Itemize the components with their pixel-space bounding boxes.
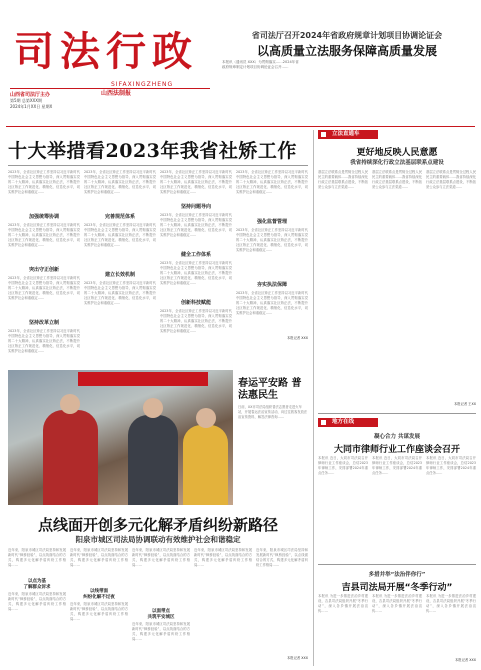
main-col-1: [8, 170, 80, 365]
bottom-subhead: 以面带点: [152, 609, 170, 614]
bottom-subhead: 纠纷化解不过夜: [83, 595, 115, 600]
main-story-body: 2023年，全省社区矫正工作坚持以习近平新时代中国特色社会主义思想为指导，深入贯彻落实党的二十大精神，认真落实社区矫正法，不断提升社区矫正工作规范化、精细化、信息化水平，切实维护社会和谐稳定……: [8, 276, 80, 300]
right3-subheading: 多措并举“法治伴你行”: [368, 572, 426, 578]
main-story-body: 2023年，全省社区矫正工作坚持以习近平新时代中国特色社会主义思想为指导，深入贯彻落实党的二十大精神，认真落实社区矫正法，不断提升社区矫正工作规范化、精细化、信息化水平，切实维护社会和谐稳定……: [84, 223, 156, 247]
issue-number: 第5期 总第XXX期: [10, 98, 43, 103]
newspaper-title: 司法行政: [14, 28, 198, 75]
sponsor-label: 山西省司法厅主办: [10, 92, 51, 98]
main-story-body: 2023年，全省社区矫正工作坚持以习近平新时代中国特色社会主义思想为指导，深入贯彻落实党的二十大精神，认真落实社区矫正法，不断提升社区矫正工作规范化、精细化、信息化水平，切实维护社会和谐稳定……: [160, 170, 232, 194]
photo-figure: [43, 410, 98, 505]
main-col-3: [160, 170, 232, 365]
bottom-byline: 本报记者 XXX: [286, 656, 308, 660]
bottom-subhead: 以线带面: [90, 589, 108, 594]
bottom-subhead: 以点为基: [28, 579, 46, 584]
section-marker-icon: [321, 132, 326, 137]
newspaper-logo: 山西法制报: [101, 90, 132, 97]
main-col-4: [236, 170, 308, 365]
photo-figure-head: [143, 398, 163, 418]
bottom-subhead: 共筑平安城区: [147, 615, 175, 620]
photo-figure-head: [60, 394, 80, 414]
main-story-body: 2023年，全省社区矫正工作坚持以习近平新时代中国特色社会主义思想为指导，深入贯彻落实党的二十大精神，认真落实社区矫正法，不断提升社区矫正工作规范化、精细化、信息化水平，切实维护社会和谐稳定……: [160, 309, 232, 333]
top-story-body: 本报讯（通讯员 XXX）为贯彻落实……2024年省政府规章制定计划项目协调论证会召开……: [222, 60, 299, 69]
bottom-col-5: [256, 548, 308, 666]
main-story-body: 2023年，全省社区矫正工作坚持以习近平新时代中国特色社会主义思想为指导，深入贯彻落实党的二十大精神，认真落实社区矫正法，不断提升社区矫正工作规范化、精细化、信息化水平，切实维护社会和谐稳定……: [8, 170, 80, 194]
main-subhead: 夯实执法保障: [256, 282, 287, 288]
main-subhead: 创新科技赋能: [180, 300, 211, 306]
section-marker-icon: [321, 420, 326, 425]
right2-body: 本报讯 近日，大同市司法局召开律师行业工作座谈会，总结2023年律师工作，安排部署2024年重点任务……: [426, 456, 476, 475]
issue-date: 2024年1月XX日 星期X: [10, 104, 53, 109]
main-subhead: 坚持问题导向: [180, 204, 211, 210]
main-subhead: 健全工作体系: [180, 252, 211, 258]
bottom-story-body: 近年来，阳泉市城区司法局坚持和发展新时代“枫桥经验”，以点线面结合的方式，构建多元化解矛盾纠纷工作格局……: [70, 548, 128, 567]
right3-headline: 吉县司法局开展“冬季行动”: [341, 583, 453, 593]
right1-headline: 更好地反映人民意愿: [356, 148, 438, 158]
main-story-headline: 十大举措看2023年我省社矫工作: [8, 140, 297, 162]
top-story-headline: 以高质量立法服务保障高质量发展: [256, 44, 437, 58]
bottom-col-1: [8, 548, 66, 666]
main-col-2: [84, 170, 156, 365]
section-tag-label: 立法直通车: [332, 131, 360, 137]
right2-body: 本报讯 近日，大同市司法局召开律师行业工作座谈会，总结2023年律师工作，安排部署2024年重点任务……: [372, 456, 422, 475]
photo-story-title: 春运平安路 普法惠民生: [238, 378, 302, 401]
bottom-subhead: 了解群众诉求: [23, 585, 51, 590]
right2-subheading: 凝心合力 共谋发展: [374, 434, 420, 440]
bottom-story-subheading: 阳泉市城区司法局协调联动有效维护社会和谐稳定: [75, 535, 241, 544]
right2-headline: 大同市律师行业工作座谈会召开: [333, 445, 460, 455]
main-subhead: 突出守正创新: [28, 267, 59, 273]
bottom-story-body: 近年来，阳泉市城区司法局坚持和发展新时代“枫桥经验”，以点线面结合的方式，构建多元化解矛盾纠纷工作格局……: [132, 548, 190, 567]
main-story-body: 2023年，全省社区矫正工作坚持以习近平新时代中国特色社会主义思想为指导，深入贯彻落实党的二十大精神，认真落实社区矫正法，不断提升社区矫正工作规范化、精细化、信息化水平，切实维护社会和谐稳定……: [160, 213, 232, 237]
main-story-body: 2023年，全省社区矫正工作坚持以习近平新时代中国特色社会主义思想为指导，深入贯彻落实党的二十大精神，认真落实社区矫正法，不断提升社区矫正工作规范化、精细化、信息化水平，切实维护社会和谐稳定……: [8, 329, 80, 353]
right3-body: 本报讯 为进一步推进法治乡村建设，吉县司法局组织开展“冬季行动”，深入各乡镇开展法治宣传……: [372, 594, 422, 613]
main-story-body: 2023年，全省社区矫正工作坚持以习近平新时代中国特色社会主义思想为指导，深入贯彻落实党的二十大精神，认真落实社区矫正法，不断提升社区矫正工作规范化、精细化、信息化水平，切实维护社会和谐稳定……: [84, 170, 156, 194]
right1-byline: 本报记者 王XX: [453, 402, 476, 406]
photo-banner: [78, 372, 208, 386]
photo-figure: [128, 415, 178, 505]
photo-figure-head: [196, 408, 216, 428]
bottom-col-3: [132, 548, 190, 666]
bottom-story-body: 近年来，阳泉市城区司法局坚持和发展新时代“枫桥经验”，以点线面结合的方式，构建多元化解矛盾纠纷工作格局……: [8, 592, 66, 611]
bottom-story-body: 近年来，阳泉市城区司法局坚持和发展新时代“枫桥经验”，以点线面结合的方式，构建多元化解矛盾纠纷工作格局……: [132, 622, 190, 641]
newspaper-pinyin: SIFAXINGZHENG: [111, 81, 174, 88]
main-story-body: 2023年，全省社区矫正工作坚持以习近平新时代中国特色社会主义思想为指导，深入贯彻落实党的二十大精神，认真落实社区矫正法，不断提升社区矫正工作规范化、精细化、信息化水平，切实维护社会和谐稳定……: [8, 223, 80, 247]
main-subhead: 加强统筹协调: [28, 214, 59, 220]
right1-body: 基层立法联系点是贯彻全过程人民民主的重要载体……我省持续深化行政立法基层联系点建设，不断拓宽公众参与立法渠道……: [318, 170, 368, 189]
bottom-col-2: [70, 548, 128, 666]
photo-figure: [183, 425, 228, 505]
main-story-body: 2023年，全省社区矫正工作坚持以习近平新时代中国特色社会主义思想为指导，深入贯彻落实党的二十大精神，认真落实社区矫正法，不断提升社区矫正工作规范化、精细化、信息化水平，切实维护社会和谐稳定……: [236, 228, 308, 252]
main-story-body: 2023年，全省社区矫正工作坚持以习近平新时代中国特色社会主义思想为指导，深入贯彻落实党的二十大精神，认真落实社区矫正法，不断提升社区矫正工作规范化、精细化、信息化水平，切实维护社会和谐稳定……: [160, 261, 232, 285]
main-subhead: 坚持改革立制: [28, 320, 59, 326]
main-subhead: 强化监督管理: [256, 219, 287, 225]
main-story-body: 2023年，全省社区矫正工作坚持以习近平新时代中国特色社会主义思想为指导，深入贯彻落实党的二十大精神，认真落实社区矫正法，不断提升社区矫正工作规范化、精细化、信息化水平，切实维护社会和谐稳定……: [84, 281, 156, 305]
main-story-body: 2023年，全省社区矫正工作坚持以习近平新时代中国特色社会主义思想为指导，深入贯彻落实党的二十大精神，认真落实社区矫正法，不断提升社区矫正工作规范化、精细化、信息化水平，切实维护社会和谐稳定……: [236, 291, 308, 315]
right3-body: 本报讯 为进一步推进法治乡村建设，吉县司法局组织开展“冬季行动”，深入各乡镇开展法治宣传……: [318, 594, 368, 613]
right-divider: [318, 564, 476, 565]
main-headline-divider: [8, 165, 308, 166]
right1-body: 基层立法联系点是贯彻全过程人民民主的重要载体……我省持续深化行政立法基层联系点建设，不断拓宽公众参与立法渠道……: [426, 170, 476, 189]
main-story-body: 2023年，全省社区矫正工作坚持以习近平新时代中国特色社会主义思想为指导，深入贯彻落实党的二十大精神，认真落实社区矫正法，不断提升社区矫正工作规范化、精细化、信息化水平，切实维护社会和谐稳定……: [236, 170, 308, 194]
bottom-story-body: 近年来，阳泉市城区司法局坚持和发展新时代“枫桥经验”，以点线面结合的方式，构建多元化解矛盾纠纷工作格局……: [8, 548, 66, 567]
bottom-col-4: [194, 548, 252, 666]
section-tag-legislation: [318, 130, 378, 139]
bottom-story-body: 近年来，阳泉市城区司法局坚持和发展新时代“枫桥经验”，以点线面结合的方式，构建多元化解矛盾纠纷工作格局……: [70, 602, 128, 621]
bottom-story-body: 近年来，阳泉市城区司法局坚持和发展新时代“枫桥经验”，以点线面结合的方式，构建多元化解矛盾纠纷工作格局……: [194, 548, 252, 567]
right1-body: 基层立法联系点是贯彻全过程人民民主的重要载体……我省持续深化行政立法基层联系点建设，不断拓宽公众参与立法渠道……: [372, 170, 422, 189]
bottom-story-body: 近年来，阳泉市城区司法局坚持和发展新时代“枫桥经验”，以点线面结合的方式，构建多元化解矛盾纠纷工作格局……: [256, 548, 308, 567]
bottom-story-headline: 点线面开创多元化解矛盾纠纷新路径: [37, 516, 278, 534]
main-byline: 本报记者 XXX: [286, 336, 308, 340]
right3-byline: 本报记者 XXX: [454, 658, 476, 662]
main-subhead: 建立长效机制: [104, 272, 135, 278]
right2-body: 本报讯 近日，大同市司法局召开律师行业工作座谈会，总结2023年律师工作，安排部署2024年重点任务……: [318, 456, 368, 475]
photo-story-caption: 日前，XX市司法局组织普法志愿者走进火车站，开展春运法治宣传活动，向过往旅客发放法治宣传资料，解答法律咨询……: [238, 405, 308, 419]
right3-body: 本报讯 为进一步推进法治乡村建设，吉县司法局组织开展“冬季行动”，深入各乡镇开展法治宣传……: [426, 594, 476, 613]
news-photo: [8, 370, 233, 505]
section-tag-local: [318, 418, 378, 427]
column-divider: [313, 130, 314, 666]
main-subhead: 完善规范体系: [104, 214, 135, 220]
masthead: [6, 20, 206, 120]
section-tag-label: 地方在线: [332, 419, 355, 425]
top-story-subheading: 省司法厅召开2024年省政府规章计划项目协调论证会: [251, 31, 443, 40]
right1-subheading: 我省持续深化行政立法基层联系点建设: [350, 160, 444, 166]
header-divider: [6, 126, 475, 127]
right-divider: [318, 413, 476, 414]
